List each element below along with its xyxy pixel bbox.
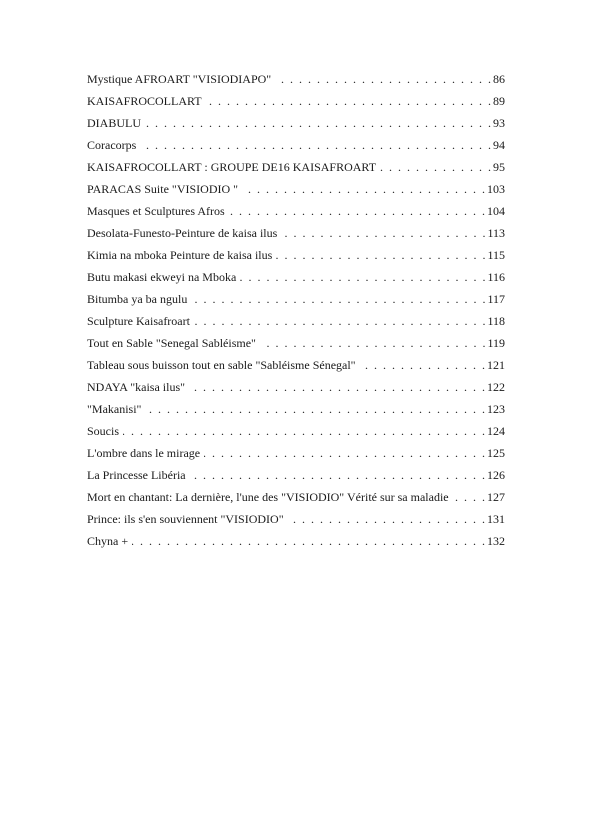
toc-entry[interactable]: [87, 312, 505, 334]
toc-dot-leader: [260, 334, 486, 352]
toc-dot-leader: [242, 180, 485, 198]
toc-entry[interactable]: [87, 180, 505, 202]
toc-entry-title: DIABULU: [87, 116, 141, 130]
toc-entry[interactable]: [87, 488, 505, 510]
toc-entry-page: 131: [487, 512, 505, 526]
toc-entry-title: Desolata-Funesto-Peinture de kaisa ilus: [87, 226, 278, 240]
toc-entry-title: Tableau sous buisson tout en sable "Sabléisme Sénegal": [87, 358, 356, 372]
toc-entry[interactable]: [87, 422, 505, 444]
toc-dot-leader: [229, 202, 485, 220]
toc-entry[interactable]: [87, 136, 505, 158]
toc-entry-title: Tout en Sable "Senegal Sabléisme": [87, 336, 256, 350]
toc-entry-title: Bitumba ya ba ngulu: [87, 292, 188, 306]
toc-entry-page: 123: [487, 402, 505, 416]
toc-entry[interactable]: [87, 224, 505, 246]
toc-entry-page: 113: [487, 226, 505, 240]
toc-dot-leader: [281, 224, 485, 242]
toc-dot-leader: [288, 510, 485, 528]
toc-dot-leader: [275, 70, 491, 88]
toc-entry-title: PARACAS Suite "VISIODIO ": [87, 182, 239, 196]
toc-dot-leader: [123, 422, 485, 440]
toc-dot-leader: [380, 158, 491, 176]
toc-entry-title: Soucis: [87, 424, 120, 438]
toc-dot-leader: [191, 290, 485, 308]
toc-entry-page: 121: [487, 358, 505, 372]
toc-dot-leader: [189, 378, 485, 396]
toc-dot-leader: [240, 268, 485, 286]
toc-dot-leader: [194, 312, 485, 330]
toc-dot-leader: [145, 400, 485, 418]
toc-entry-page: 132: [487, 534, 505, 548]
toc-entry[interactable]: [87, 92, 505, 114]
toc-entry-title: KAISAFROCOLLART: [87, 94, 202, 108]
toc-entry-page: 118: [487, 314, 505, 328]
toc-entry[interactable]: [87, 268, 505, 290]
toc-dot-leader: [140, 136, 491, 154]
toc-entry-page: 116: [487, 270, 505, 284]
toc-dot-leader: [190, 466, 485, 484]
toc-dot-leader: [453, 488, 485, 506]
toc-entry-title: "Makanisi": [87, 402, 142, 416]
toc-entry[interactable]: [87, 246, 505, 268]
toc-entry[interactable]: [87, 290, 505, 312]
toc-entry[interactable]: [87, 532, 505, 554]
toc-dot-leader: [145, 114, 491, 132]
toc-entry-page: 86: [493, 72, 505, 86]
toc-dot-leader: [360, 356, 485, 374]
toc-entry-title: Chyna +: [87, 534, 129, 548]
toc-entry[interactable]: [87, 158, 505, 180]
toc-entry-page: 127: [487, 490, 505, 504]
toc-entry-title: Mystique AFROART "VISIODIAPO": [87, 72, 272, 86]
toc-entry-page: 115: [487, 248, 505, 262]
toc-entry-title: KAISAFROCOLLART : GROUPE DE16 KAISAFROART: [87, 160, 377, 174]
toc-entry-title: Butu makasi ekweyi na Mboka: [87, 270, 237, 284]
toc-dot-leader: [132, 532, 485, 550]
toc-entry-title: Sculpture Kaisafroart: [87, 314, 190, 328]
toc-entry-title: NDAYA "kaisa ilus": [87, 380, 186, 394]
toc-entry-page: 93: [493, 116, 505, 130]
toc-dot-leader: [276, 246, 485, 264]
toc-entry[interactable]: [87, 444, 505, 466]
table-of-contents: [87, 70, 505, 554]
toc-entry[interactable]: [87, 202, 505, 224]
toc-entry-page: 117: [487, 292, 505, 306]
toc-entry-page: 104: [487, 204, 505, 218]
toc-entry-title: La Princesse Libéria: [87, 468, 186, 482]
toc-entry[interactable]: [87, 466, 505, 488]
toc-entry-page: 94: [493, 138, 505, 152]
toc-entry[interactable]: [87, 378, 505, 400]
toc-entry-page: 125: [487, 446, 505, 460]
toc-entry-title: Masques et Sculptures Afros: [87, 204, 225, 218]
toc-entry-page: 124: [487, 424, 505, 438]
toc-entry[interactable]: [87, 510, 505, 532]
toc-dot-leader: [204, 444, 485, 462]
toc-entry-title: Kimia na mboka Peinture de kaisa ilus: [87, 248, 273, 262]
toc-entry[interactable]: [87, 334, 505, 356]
toc-entry[interactable]: [87, 114, 505, 136]
toc-entry-title: Mort en chantant: La dernière, l'une des "VISIODIO" Vérité sur sa maladie: [87, 490, 449, 504]
toc-entry-page: 95: [493, 160, 505, 174]
toc-entry[interactable]: [87, 356, 505, 378]
toc-entry[interactable]: [87, 70, 505, 92]
toc-entry-title: Prince: ils s'en souviennent "VISIODIO": [87, 512, 284, 526]
toc-dot-leader: [206, 92, 491, 110]
toc-entry-page: 122: [487, 380, 505, 394]
toc-entry-title: Coracorps: [87, 138, 137, 152]
toc-entry-title: L'ombre dans le mirage: [87, 446, 201, 460]
toc-entry-page: 103: [487, 182, 505, 196]
toc-entry-page: 119: [487, 336, 505, 350]
toc-entry-page: 126: [487, 468, 505, 482]
toc-entry-page: 89: [493, 94, 505, 108]
toc-entry[interactable]: [87, 400, 505, 422]
